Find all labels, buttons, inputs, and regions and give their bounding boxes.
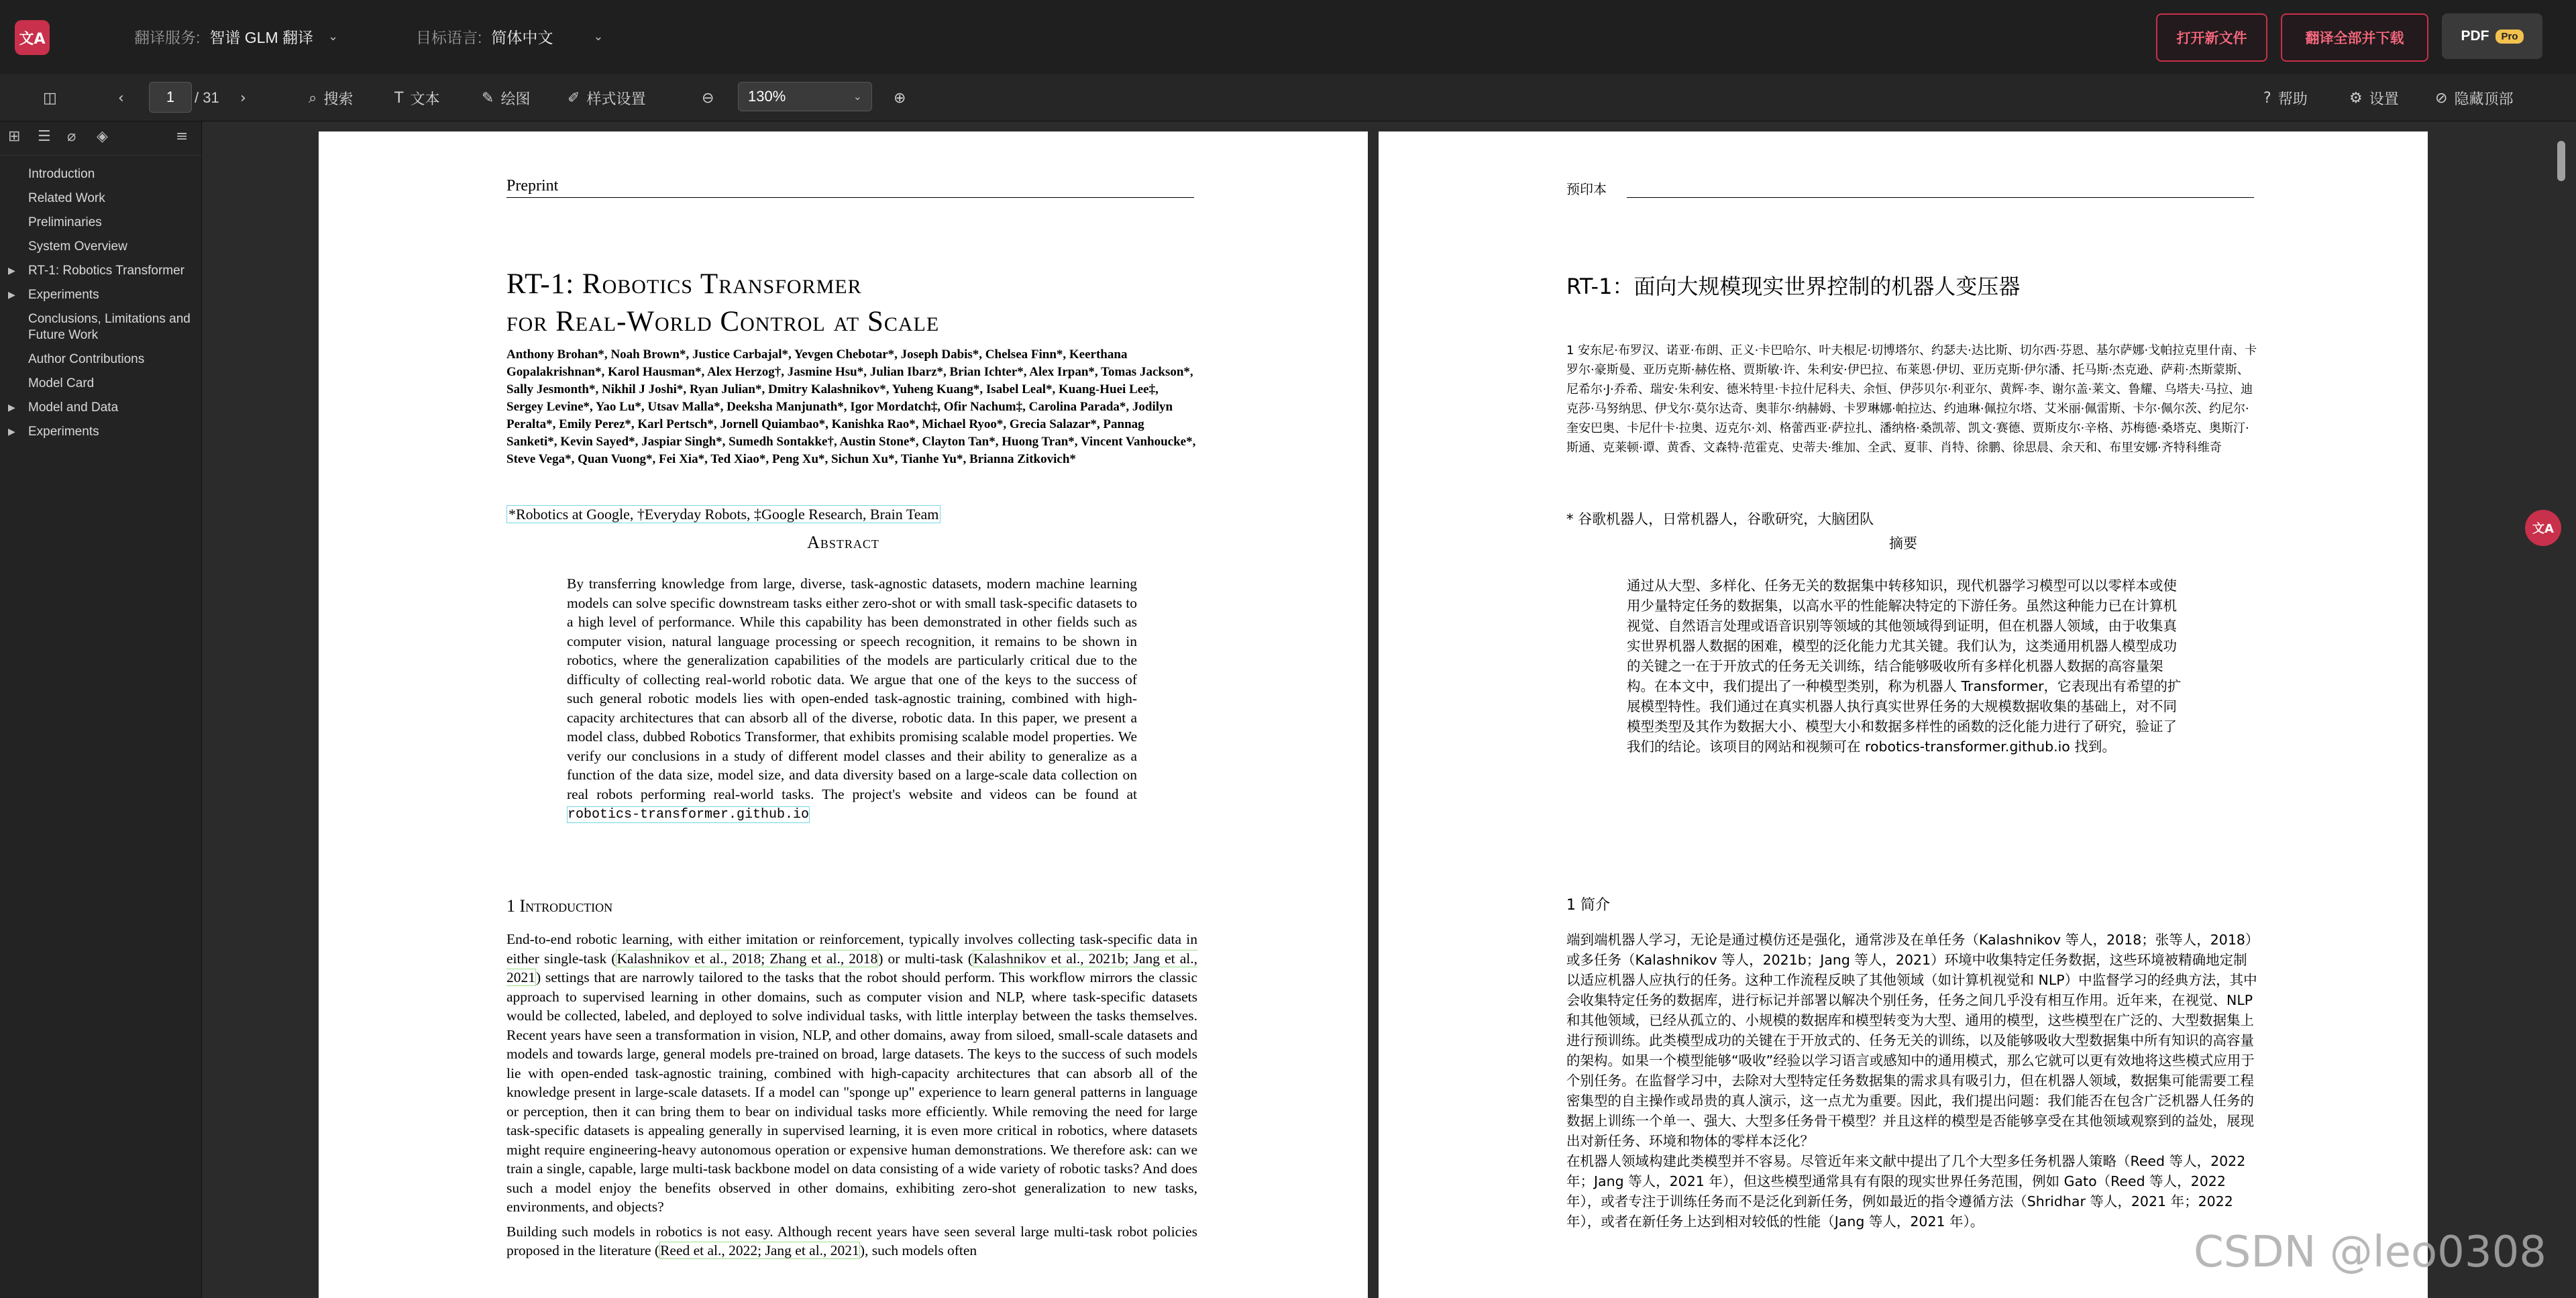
sidebar-tools [0,121,201,156]
outline-item-label: Preliminaries [28,215,102,229]
app-logo-icon: 文A [15,20,50,55]
abstract-heading: Abstract [807,533,879,552]
outline-item-label: Model and Data [28,400,119,415]
zoom-in-icon: ⊕ [894,89,906,107]
style-label: 样式设置 [586,90,646,107]
chevron-down-icon: ⌄ [853,91,862,103]
page-header: 预印本 [1566,181,1607,197]
attachment-icon[interactable]: ⌀ [67,128,76,145]
abstract-text [567,574,1137,825]
watermark: CSDN @leo0308 [2194,1228,2546,1277]
outline-item-label: RT-1: Robotics Transformer [28,264,185,278]
citation-link[interactable]: Reed et al., 2022; Jang et al., 2021 [660,1242,859,1258]
translation-service-select[interactable] [134,23,338,50]
outline-item-label: System Overview [28,239,127,254]
outline-item[interactable] [0,347,201,372]
search-icon: ⌕ [309,89,317,107]
chevron-left-icon: ‹ [118,89,124,107]
page-total: / 31 [195,89,219,106]
outline-item-label: Experiments [28,425,99,439]
translation-service-label: 翻译服务: [134,28,201,46]
zoom-out-button[interactable] [702,87,720,109]
text-icon: T [394,89,404,107]
text-label: 文本 [410,90,440,107]
pdf-pro-button[interactable] [2442,13,2542,59]
translation-service-value: 智谱 GLM 翻译 [209,28,314,46]
text-run: ) or multi-task ( [878,950,973,967]
hide-icon: ⊘ [2435,89,2448,107]
text-run: ), such models often [859,1242,977,1258]
target-language-select[interactable] [416,23,603,50]
original-pdf-page [319,131,1368,1298]
chevron-down-icon: ⌄ [328,29,339,43]
text-run: ) settings that are narrowly tailored to the tasks that the robot should perform. This workflow mirrors the classic approach to supervised learning in other domains, such as computer vision and NLP, where task-specific datasets would be collected, labeled, and deployed to solve individual tasks, with little interplay between the tasks themselves. Recent years have seen a transformation in vision, NLP, and other domains, away from siloed, small-scale datasets and models and towards large, general models pre-trained on broad, large datasets. The keys to the success of such models lie with open-ended task-agnostic training, combined with high-capacity architectures that can absorb all of the knowledge present in large-scale datasets. If a model can "sponge up" experience to learn general patterns in language or perception, then it can bring them to bear on individual tasks more efficiently. While removing the need for large task-specific datasets is appealing generally in supervised learning, it is even more critical in robotics, where datasets might require engineering-heavy autonomous operation or expensive human demonstrations. We therefore ask: can we train a single, capable, large multi-task backbone model on data consisting of a wide variety of robotic tasks? And does such a model enjoy the benefits observed in other domains, exhibiting zero-shot generalization to new tasks, environments, and objects? [506,969,1197,1215]
toolbar [0,74,2576,121]
paragraph: 端到端机器人学习，无论是通过模仿还是强化，通常涉及在单任务（Kalashnikov 等人，2018；张等人，2018）或多任务（Kalashnikov 等人，2021b；Jang 等人，2021）环境中收集特定任务数据，这些环境被精确地定制以适应机器人应执行的任务。这种工作流程反映了其他领域（如计算机视觉和 NLP）中监督学习的经典方法，其中会收集特定任务的数据库，进行标记并部署以解决个别任务，任务之间几乎没有相互作用。近年来，在视觉、NLP 和其他领域，已经从孤立的、小规模的数据库和模型转变为大型、通用的模型，这些模型在广泛的、大型数据集上进行预训练。此类模型成功的关键在于开放式的、任务无关的训练，以及能够吸收大型数据集中所有知识的高容量的架构。如果一个模型能够“吸收”经验以学习语言或感知中的通用模式，那么它就可以更有效地将这些模式应用于个别任务。在监督学习中，去除对大型特定任务数据集的需求具有吸引力，但在机器人领域，数据集可能需要工程密集型的自主操作或昂贵的真人演示，这一点尤为重要。因此，我们提出问题：我们能否在包含广泛机器人任务的数据上训练一个单一、强大、大型多任务骨干模型？并且这样的模型是否能够享受在其他领域观察到的益处，展现出对新任务、环境和物体的零样本泛化？ [1566,932,2257,1149]
draw-icon: ✎ [482,89,494,107]
sidebar-toggle-button[interactable] [43,87,64,109]
project-link[interactable]: robotics-transformer.github.io [568,807,810,822]
layers-icon[interactable]: ◈ [97,128,108,145]
chevron-down-icon: ⌄ [593,29,604,43]
paper-title: RT-1：面向大规模现实世界控制的机器人变压器 [1566,274,2021,299]
gear-icon: ⚙ [2349,89,2363,107]
outline-item[interactable] [0,307,201,347]
text-run: Building such models in robotics is not easy. Although recent years have seen several large multi-task robot policies proposed in the literature ( [506,1223,1197,1258]
outline-sidebar [0,121,202,1298]
outline-item-label: Conclusions, Limitations and Future Work [28,312,191,342]
outline-item[interactable] [0,259,201,283]
zoom-in-button[interactable] [894,87,912,109]
draw-label: 绘图 [500,90,531,107]
paragraph [506,1222,1197,1260]
title-line-2: for Real-World Control at Scale [506,306,940,337]
outline-icon[interactable]: ☰ [38,128,51,145]
outline-item[interactable] [0,283,201,307]
translated-pdf-page [1379,131,2428,1298]
title-line-1: RT-1: Robotics Transformer [506,268,862,300]
page-current: 1 [166,89,175,105]
text-tool-button[interactable] [394,87,439,109]
author-list: Anthony Brohan*, Noah Brown*, Justice Carbajal*, Yevgen Chebotar*, Joseph Dabis*, Chelsea Finn*, Keerthana Gopalakrishnan*, Karol Hausman*, Alex Herzog†, Jasmine Hsu*, Julian Ibarz*, Brian Ichter*, Alex Irpan*, Tomas Jackson*, Sally Jesmonth*, Nikhil J Joshi*, Ryan Julian*, Dmitry Kalashnikov*, Yuheng Kuang*, Isabel Leal*, Kuang-Huei Lee‡, Sergey Levine*, Yao Lu*, Utsav Malla*, Deeksha Manjunath*, Igor Mordatch‡, Ofir Nachum‡, Carolina Parada*, Jodilyn Peralta*, Emily Perez*, Karl Pertsch*, Jornell Quiambao*, Kanishka Rao*, Michael Ryoo*, Grecia Salazar*, Pannag Sanketi*, Kevin Sayed*, Jaspiar Singh*, Sumedh Sontakke†, Austin Stone*, Clayton Tan*, Huong Tran*, Vincent Vanhoucke*, Steve Vega*, Quan Vuong*, Fei Xia*, Ted Xiao*, Peng Xu*, Sichun Xu*, Tianhe Yu*, Brianna Zitkovich* [506,347,1196,466]
outline-item[interactable] [0,162,201,186]
page-header: Preprint [506,177,559,195]
outline-item-label: Related Work [28,191,105,205]
help-button[interactable] [2263,87,2308,109]
expand-arrow-icon[interactable]: ▶ [8,427,15,437]
help-label: 帮助 [2277,90,2308,107]
translate-download-all-button[interactable]: 翻译全部并下载 [2281,13,2428,62]
introduction-text [506,930,1197,1260]
expand-arrow-icon[interactable]: ▶ [8,290,15,301]
hide-top-label: 隐藏顶部 [2454,90,2514,107]
expand-arrow-icon[interactable]: ▶ [8,266,15,276]
draw-tool-button[interactable] [482,87,530,109]
expand-arrow-icon[interactable]: ▶ [8,402,15,413]
floating-translate-button[interactable]: 文A [2525,510,2561,546]
style-icon: ✐ [568,89,580,107]
pro-badge: Pro [2496,30,2523,44]
target-language-label: 目标语言: [416,28,482,46]
style-settings-button[interactable] [568,87,645,109]
outline-item[interactable] [0,211,201,235]
next-page-button[interactable] [240,87,253,109]
search-label: 搜索 [323,90,354,107]
settings-label: 设置 [2369,90,2399,107]
help-icon: ? [2263,89,2271,107]
abstract-body: By transferring knowledge from large, diverse, task-agnostic datasets, modern machine learning models can solve specific downstream tasks either zero-shot or with small task-specific datasets to a high level of performance. While this capability has been demonstrated in other fields such as computer vision, natural language processing or speech recognition, it remains to be shown in robotics, where the generalization capabilities of the models are particularly critical due to the difficulty of collecting real-world robotic data. We argue that one of the keys to the success of such general robotic models lies with open-ended task-agnostic training, combined with high-capacity architectures that can absorb all of the diverse, robotic data. In this paper, we present a model class, dubbed Robotics Transformer, that exhibits promising scalable model properties. We verify our conclusions in a study of different model classes and their ability to generalize as a function of the data size, model size, and data diversity based on a large-scale data collection on real robots performing real-world tasks. The project's website and videos can be found at [567,576,1137,802]
affiliations-text[interactable]: *Robotics at Google, †Everyday Robots, ‡Google Research, Brain Team [506,505,941,523]
citation-link[interactable]: Kalashnikov et al., 2021b; Jang et al., 2021 [506,950,1197,985]
zoom-value: 130% [748,88,786,105]
outline-item[interactable] [0,186,201,211]
paragraph [506,930,1197,1217]
zoom-select[interactable] [738,82,872,111]
outline-item-label: Introduction [28,167,95,181]
abstract-text: 通过从大型、多样化、任务无关的数据集中转移知识，现代机器学习模型可以以零样本或使用少量特定任务的数据集，以高水平的性能解决特定的下游任务。虽然这种能力已在计算机视觉、自然语言处理或语音识别等领域的其他领域得到证明，但在机器人领域，由于收集真实世界机器人数据的困难，模型的泛化能力尤其关键。我们认为，这类通用机器人模型成功的关键之一在于开放式的任务无关训练，结合能够吸收所有多样化机器人数据的高容量架构。在本文中，我们提出了一种模型类别，称为机器人 Transformer，它表现出有希望的扩展模型特性。我们通过在真实机器人执行真实世界任务的大规模数据收集的基础上，对不同模型类型及其作为数据大小、模型大小和数据多样性的函数的泛化能力进行了研究，验证了我们的结论。该项目的网站和视频可在 robotics-transformer.github.io 找到。 [1627,578,2182,755]
zoom-out-icon: ⊖ [702,89,714,107]
open-file-button[interactable]: 打开新文件 [2156,13,2267,62]
section-heading: 1 简介 [1566,897,1610,914]
outline-item[interactable] [0,420,201,444]
outline-list [0,156,201,444]
top-bar [0,0,2576,74]
outline-item-label: Author Contributions [28,352,145,366]
pdf-label: PDF [2461,28,2489,44]
citation-link[interactable]: Kalashnikov et al., 2018; Zhang et al., 2018 [616,950,878,967]
text-run: End-to-end robotic learning, with either imitation or reinforcement, typically involves collecting task-specific data in either single-task ( [506,931,1197,967]
collapse-all-icon[interactable]: ≡ [176,128,189,145]
outline-item-label: Model Card [28,376,95,390]
affiliations [506,506,941,523]
paragraph: 在机器人领域构建此类模型并不容易。尽管近年来文献中提出了几个大型多任务机器人策略（Reed 等人，2022 年；Jang 等人，2021 年），但这些模型通常具有有限的现实世界任务范围，例如 Gato（Reed 等人，2022 年），或者专注于训练任务而不是泛化到新任务，例如最近的指令遵循方法（Shridhar 等人，2021 年；2022 年），或者在新任务上达到相对较低的性能（Jang 等人，2021 年）。 [1566,1153,2246,1230]
outline-item[interactable] [0,235,201,259]
target-language-value: 简体中文 [491,28,553,46]
prev-page-button[interactable] [118,87,131,109]
introduction-text [1566,930,2257,1232]
chevron-right-icon: › [240,89,246,107]
thumbnails-icon[interactable]: ⊞ [8,128,21,145]
hide-top-button[interactable] [2435,87,2513,109]
sidebar-toggle-icon: ◫ [43,89,57,107]
author-list: 1 安东尼·布罗汉、诺亚·布朗、正义·卡巴哈尔、叶夫根尼·切博塔尔、约瑟夫·达比斯、切尔西·芬恩、基尔萨娜·戈帕拉克里什南、卡罗尔·豪斯曼、亚历克斯·赫佐格、贾斯敏·许、朱利安·伊巴拉、布莱恩·伊切、亚历克斯·伊尔潘、托马斯·杰克逊、萨莉·杰斯蒙斯、尼希尔·J·乔希、瑞安·朱利安、德米特里·卡拉什尼科夫、余恒、伊莎贝尔·利亚尔、黄辉·李、谢尔盖·莱文、鲁耀、乌塔夫·马拉、迪克莎·马努纳思、伊戈尔·莫尔达奇、奥菲尔·纳赫姆、卡罗琳娜·帕拉达、约迪琳·佩拉尔塔、艾米丽·佩雷斯、卡尔·佩尔茨、约尼尔·奎安巴奥、卡尼什卡·拉奥、迈克尔·刘、格蕾西亚·萨拉扎、潘纳格·桑凯蒂、凯文·赛德、贾斯皮尔·辛格、苏梅德·桑塔克、奥斯汀·斯通、克莱顿·谭、黄香、文森特·范霍克、史蒂夫·维加、全武、夏菲、肖特、徐鹏、徐思晨、余天和、布里安娜·齐特科维奇 [1566,343,2257,455]
vertical-scrollbar[interactable] [2555,131,2568,1298]
header-rule [506,197,1194,198]
settings-button[interactable] [2349,87,2399,109]
page-number-input[interactable] [149,82,192,113]
search-button[interactable] [309,87,353,109]
outline-item-label: Experiments [28,288,99,302]
scrollbar-thumb[interactable] [2557,141,2565,181]
header-rule [1627,197,2254,198]
outline-item[interactable] [0,396,201,420]
outline-item[interactable] [0,372,201,396]
section-heading: 1 Introduction [506,896,613,916]
paper-title [506,266,939,341]
abstract-heading: 摘要 [1889,535,1917,551]
affiliations: * 谷歌机器人，日常机器人，谷歌研究，大脑团队 [1566,511,1874,527]
